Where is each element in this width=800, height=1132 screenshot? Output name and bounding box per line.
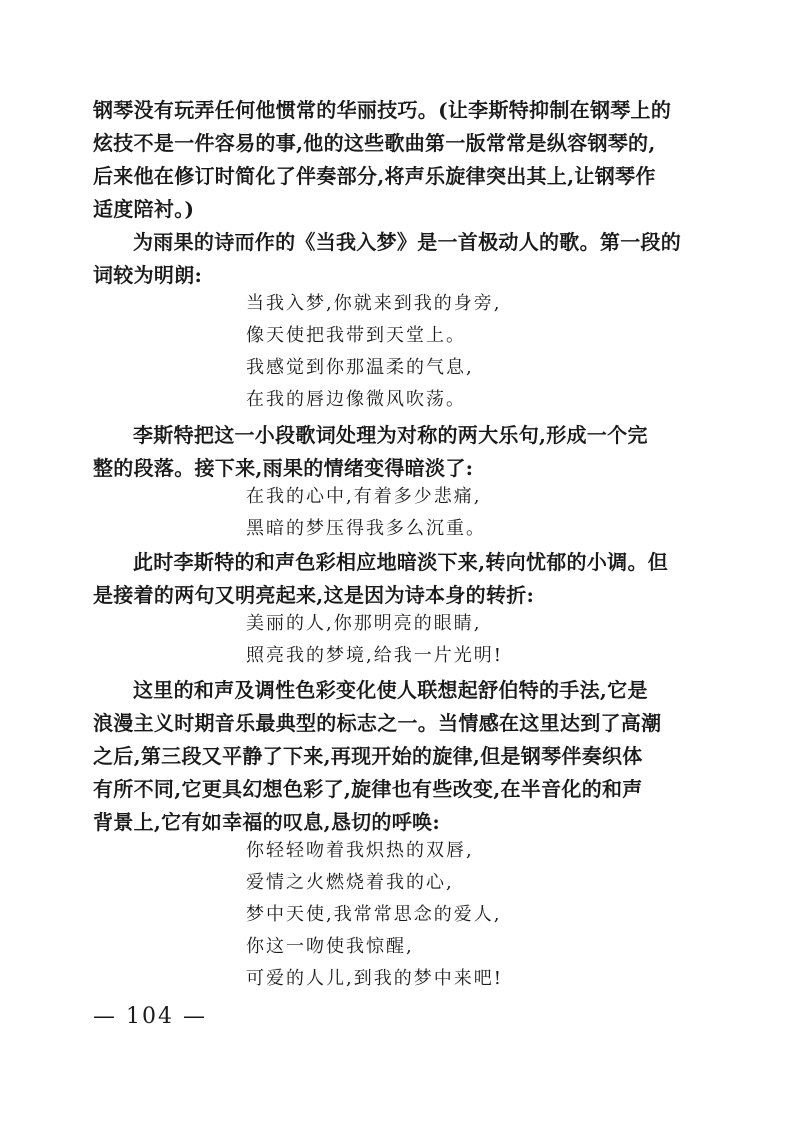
- poem-verse-4: [246, 835, 503, 995]
- text-line: 后来他在修订时简化了伴奏部分,将声乐旋律突出其上,让钢琴作: [93, 164, 656, 188]
- poem-line: 你这一吻使我惊醒,: [246, 936, 414, 957]
- text-line: 李斯特把这一小段歌词处理为对称的两大乐句,形成一个完: [133, 423, 648, 447]
- poem-line: 美丽的人,你那明亮的眼睛,: [246, 613, 482, 634]
- page-number: — 104 —: [93, 1004, 207, 1029]
- text-line: 这里的和声及调性色彩变化使人联想起舒伯特的手法,它是: [133, 678, 648, 702]
- text-line: 此时李斯特的和声色彩相应地暗淡下来,转向忧郁的小调。但: [133, 550, 669, 574]
- text-line: 为雨果的诗而作的《当我入梦》是一首极动人的歌。第一段的: [133, 230, 682, 254]
- text-line: 词较为明朗:: [93, 263, 203, 287]
- poem-line: 在我的唇边像微风吹荡。: [246, 389, 466, 410]
- text-line: 是接着的两句又明亮起来,这是因为诗本身的转折:: [93, 583, 535, 607]
- text-line: 钢琴没有玩弄任何他惯常的华丽技巧。(让李斯特抑制在钢琴上的: [93, 98, 672, 122]
- poem-line: 爱情之火燃烧着我的心,: [246, 872, 454, 893]
- text-line: 适度陪衬。): [93, 197, 195, 221]
- poem-verse-3: [246, 608, 503, 672]
- poem-line: 我感觉到你那温柔的气息,: [246, 357, 474, 378]
- poem-line: 照亮我的梦境,给我一片光明!: [246, 645, 503, 666]
- text-line: 背景上,它有如幸福的叹息,恳切的呼唤:: [93, 810, 441, 834]
- paragraph-piano-restraint: [93, 94, 693, 226]
- poem-line: 在我的心中,有着多少悲痛,: [246, 486, 482, 507]
- paragraph-song-intro: [93, 226, 693, 292]
- poem-line: 你轻轻吻着我炽热的双唇,: [246, 840, 474, 861]
- text-line: 之后,第三段又平静了下来,再现开始的旋律,但是钢琴伴奏织体: [93, 744, 643, 768]
- poem-line: 黑暗的梦压得我多么沉重。: [246, 518, 486, 539]
- text-line: 浪漫主义时期音乐最典型的标志之一。当情感在这里达到了高潮: [93, 711, 662, 735]
- paragraph-minor-key: [93, 546, 693, 612]
- paragraph-phrase-structure: [93, 419, 693, 485]
- text-line: 整的段落。接下来,雨果的情绪变得暗淡了:: [93, 456, 474, 480]
- poem-verse-2: [246, 481, 486, 545]
- poem-line: 可爱的人儿,到我的梦中来吧!: [246, 968, 503, 989]
- poem-verse-1: [246, 288, 501, 416]
- text-line: 有所不同,它更具幻想色彩了,旋律也有些改变,在半音化的和声: [93, 777, 643, 801]
- paragraph-harmony-analysis: [93, 674, 693, 839]
- text-line: 炫技不是一件容易的事,他的这些歌曲第一版常常是纵容钢琴的,: [93, 131, 656, 155]
- poem-line: 当我入梦,你就来到我的身旁,: [246, 293, 502, 314]
- poem-line: 梦中天使,我常常思念的爱人,: [246, 904, 502, 925]
- poem-line: 像天使把我带到天堂上。: [246, 325, 466, 346]
